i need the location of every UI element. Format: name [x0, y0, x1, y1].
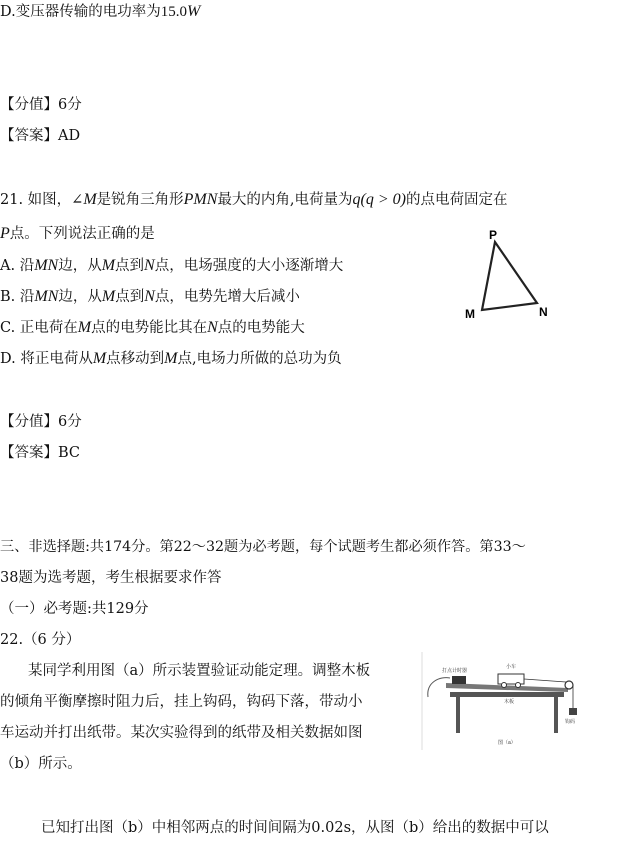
option-text: D.变压器传输的电功率为	[0, 4, 161, 20]
q21-stem-d: 的点电荷固定在	[406, 192, 508, 208]
opt-mid: 点到	[115, 258, 145, 274]
label-board: 木板	[504, 699, 515, 705]
opt-mid: 边，从	[58, 258, 102, 274]
table-top	[450, 692, 564, 697]
opt-pre: D. 将正电荷从	[0, 351, 93, 367]
opt-var: N	[144, 288, 155, 305]
q22-para-line3: 车运动并打出纸带。某次实验得到的纸带及相关数据如图	[0, 725, 363, 741]
label-m: M	[465, 307, 475, 321]
point-var: P	[0, 225, 10, 242]
option-value: 15.0	[160, 4, 187, 20]
opt-pre: A. 沿	[0, 258, 35, 274]
opt-var: M	[77, 319, 92, 336]
section3-line3: （一）必考题:共129分	[0, 601, 149, 617]
opt-post: 点的电势能大	[217, 320, 305, 336]
opt-var: M	[101, 257, 116, 274]
string	[524, 679, 566, 682]
angle-var: M	[83, 191, 97, 208]
q21-option-d	[0, 349, 342, 369]
q21-option-c	[0, 318, 305, 338]
q21-stem-line2	[0, 224, 155, 244]
q21-option-b	[0, 287, 300, 307]
option-unit: W	[186, 3, 201, 20]
q22-para-line1: 某同学利用图（a）所示装置验证动能定理。调整木板	[28, 663, 371, 679]
triangle-pmn	[482, 242, 537, 310]
triangle-name: PMN	[183, 191, 218, 208]
label-timer: 打点计时器	[442, 668, 468, 674]
pulley	[565, 681, 573, 689]
q22-para-line4: （b）所示。	[0, 756, 82, 772]
label-cart: 小车	[506, 664, 517, 670]
option-d-prev	[0, 2, 200, 22]
q22-para-line2: 的倾角平衡摩擦时阻力后，挂上钩码，钩码下落，带动小	[0, 694, 363, 710]
opt-var: M	[92, 350, 107, 367]
opt-post: 点，电场强度的大小逐渐增大	[154, 258, 344, 274]
score-prev: 【分值】6分	[0, 97, 82, 113]
q21-score: 【分值】6分	[0, 414, 82, 430]
opt-var: M	[101, 288, 116, 305]
apparatus-figure	[420, 652, 590, 750]
label-weight: 钩码	[565, 719, 576, 725]
q21-option-a	[0, 256, 343, 276]
opt-var: MN	[34, 257, 59, 274]
opt-mid: 点到	[115, 289, 145, 305]
q21-stem2-text: 点。下列说法正确的是	[9, 226, 155, 242]
opt-pre: B. 沿	[0, 289, 35, 305]
opt-var: N	[144, 257, 155, 274]
opt-pre: C. 正电荷在	[0, 320, 78, 336]
q21-stem-line1	[0, 190, 508, 210]
angle-symbol: ∠	[71, 192, 84, 208]
q21-stem-b: 是锐角三角形	[96, 192, 184, 208]
opt-var: N	[207, 319, 218, 336]
section3-line1: 三、非选择题:共174分。第22～32题为必考题，每个试题考生都必须作答。第33～	[0, 539, 526, 555]
opt-var: M	[164, 350, 178, 367]
q21-answer: 【答案】BC	[0, 445, 81, 461]
timer	[452, 676, 466, 684]
label-p: P	[489, 228, 498, 242]
answer-prev: 【答案】AD	[0, 128, 81, 144]
opt-mid: 边，从	[58, 289, 102, 305]
cart-wheel	[502, 683, 507, 688]
opt-var: MN	[34, 288, 59, 305]
charge-condition: (q > 0)	[360, 191, 406, 208]
cart	[498, 674, 524, 684]
q21-stem-a: 21. 如图，	[0, 192, 72, 208]
hook-weight	[569, 708, 577, 715]
table-leg	[456, 697, 460, 733]
triangle-figure	[455, 228, 565, 323]
opt-mid: 点的电势能比其在	[91, 320, 208, 336]
q22-head: 22.（6 分）	[0, 632, 81, 648]
section3-line2: 38题为选考题，考生根据要求作答	[0, 570, 222, 586]
q21-stem-c: 最大的内角,电荷量为	[217, 192, 353, 208]
table-leg	[554, 697, 558, 733]
opt-post: 点，电势先增大后减小	[154, 289, 300, 305]
figure-caption: 图（a）	[498, 740, 516, 746]
cart-wheel	[516, 683, 521, 688]
label-n: N	[539, 305, 548, 319]
charge-var: q	[352, 191, 361, 208]
q22-last-line: 已知打出图（b）中相邻两点的时间间隔为0.02s，从图（b）给出的数据中可以	[41, 820, 549, 836]
opt-post: 点,电场力所做的总功为负	[177, 351, 342, 367]
opt-mid: 点移动到	[106, 351, 165, 367]
